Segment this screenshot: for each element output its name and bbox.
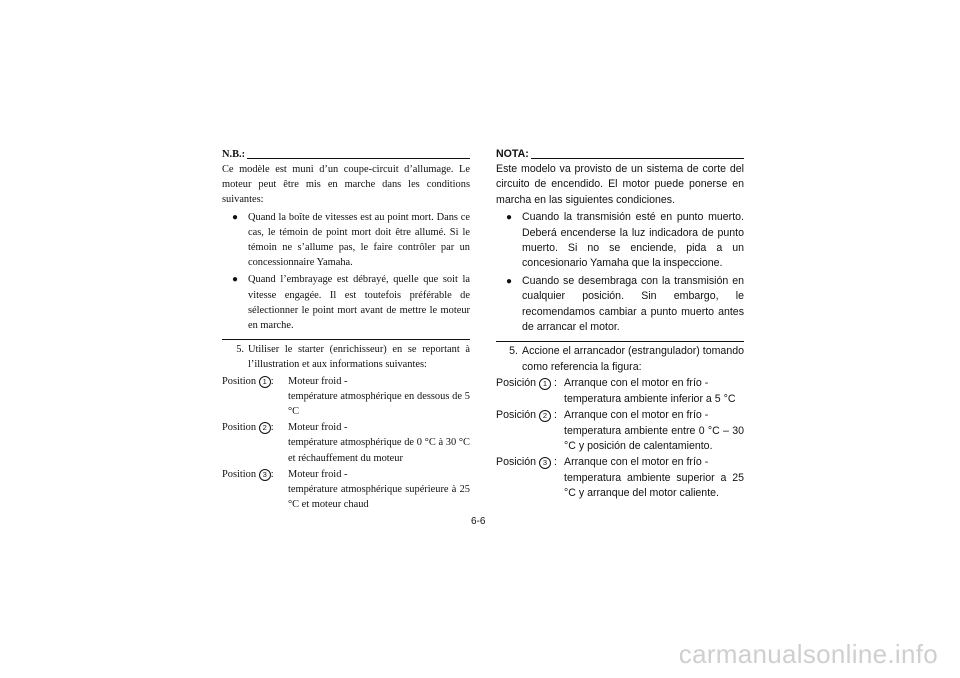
note-heading: [222, 146, 470, 162]
position-title: Arranque con el motor en frío -: [564, 377, 709, 390]
position-label: Posición 1 :: [496, 377, 557, 390]
watermark: carmanualsonline.info: [678, 639, 938, 669]
bullet-text: Cuando la transmisión esté en punto muerto. Deberá encenderse la luz indicadora de punto muerto. Si no se enciende, pida a un concesionario Yamaha que la inspeccione.: [522, 211, 744, 270]
note-label: N.B.:: [222, 148, 246, 160]
page-number: 6-6: [471, 516, 486, 527]
bullet-dot-icon: ●: [231, 274, 239, 286]
position-label: Position 2 :: [222, 422, 274, 434]
note-rule: [247, 158, 470, 159]
circled-number-icon: 3: [259, 469, 271, 481]
circled-number-icon: 1: [539, 378, 551, 390]
position-3: [222, 467, 470, 513]
spanish-column: [496, 146, 744, 502]
step-number: 5.: [236, 344, 244, 356]
bullet-text: Quand la boîte de vitesses est au point mort. Dans ce cas, le témoin de point mort doit être allumé. Si le témoin ne s’allume pas, le faire contrôler par un concessionnaire Yamaha.: [248, 211, 470, 269]
step-number: 5.: [509, 345, 518, 358]
bullet-dot-icon: ●: [505, 275, 513, 287]
position-title: Arranque con el motor en frío -: [564, 456, 709, 469]
note-intro: Este modelo va provisto de un sistema de corte del circuito de encendido. El motor puede ponerse en marcha en las siguientes condiciones.: [496, 163, 744, 206]
note-bullet: [496, 210, 744, 272]
note-intro: Ce modèle est muni d’un coupe-circuit d’allumage. Le moteur peut être mis en marche dans les conditions suivantes:: [222, 164, 470, 206]
french-column: [222, 146, 470, 512]
note-end-rule: [496, 341, 744, 342]
position-desc: température atmosphérique supérieure à 25 °C et moteur chaud: [288, 484, 470, 511]
bullet-text: Cuando se desembraga con la transmisión en cualquier posición. Sin embargo, le recomendamos cambiar a punto muerto antes de arrancar el motor.: [522, 274, 744, 334]
circled-number-icon: 2: [539, 410, 551, 422]
step-5: [222, 342, 470, 372]
position-title: Arranque con el motor en frío -: [564, 409, 709, 422]
position-title: Moteur froid -: [288, 375, 348, 387]
bullet-dot-icon: ●: [505, 212, 513, 224]
note-bullet: [222, 272, 470, 333]
note-bullet: [222, 210, 470, 271]
position-2: [222, 420, 470, 466]
step-text: Accione el arrancador (estrangulador) tomando como referencia la figura:: [522, 345, 745, 373]
position-1: [222, 374, 470, 420]
position-1: [496, 376, 744, 407]
position-title: Moteur froid -: [288, 422, 348, 434]
position-label: Posición 2 :: [496, 409, 557, 422]
position-label: Position 3 :: [222, 468, 274, 480]
position-desc: température atmosphérique en dessous de 5 °C: [288, 390, 470, 418]
note-bullet: [496, 274, 744, 336]
step-5: [496, 344, 744, 375]
position-label: Position 1 :: [222, 375, 274, 387]
position-desc: temperatura ambiente superior a 25 °C y arranque del motor caliente.: [564, 471, 744, 500]
circled-number-icon: 2: [259, 422, 271, 434]
position-desc: température atmosphérique de 0 °C à 30 °C et réchauffement du moteur: [288, 437, 470, 464]
position-3: [496, 455, 744, 501]
bullet-text: Quand l’embrayage est débrayé, quelle que soit la vitesse engagée. Il est toutefois préférable de sélectionner le point mort avant de mettre le moteur en marche.: [248, 274, 470, 332]
position-label: Posición 3 :: [496, 456, 557, 469]
position-title: Moteur froid -: [288, 468, 348, 480]
circled-number-icon: 1: [259, 376, 271, 388]
note-end-rule: [222, 339, 470, 340]
position-desc: temperatura ambiente entre 0 °C – 30 °C y posición de calentamiento.: [564, 424, 744, 452]
position-desc: temperatura ambiente inferior a 5 °C: [564, 392, 736, 405]
note-rule: [531, 158, 744, 159]
circled-number-icon: 3: [539, 457, 551, 469]
step-text: Utiliser le starter (enrichisseur) en se reportant à l’illustration et aux informations suivantes:: [248, 344, 470, 371]
note-label: NOTA:: [496, 147, 529, 160]
bullet-dot-icon: ●: [231, 211, 239, 223]
position-2: [496, 408, 744, 454]
note-heading: [496, 146, 744, 162]
